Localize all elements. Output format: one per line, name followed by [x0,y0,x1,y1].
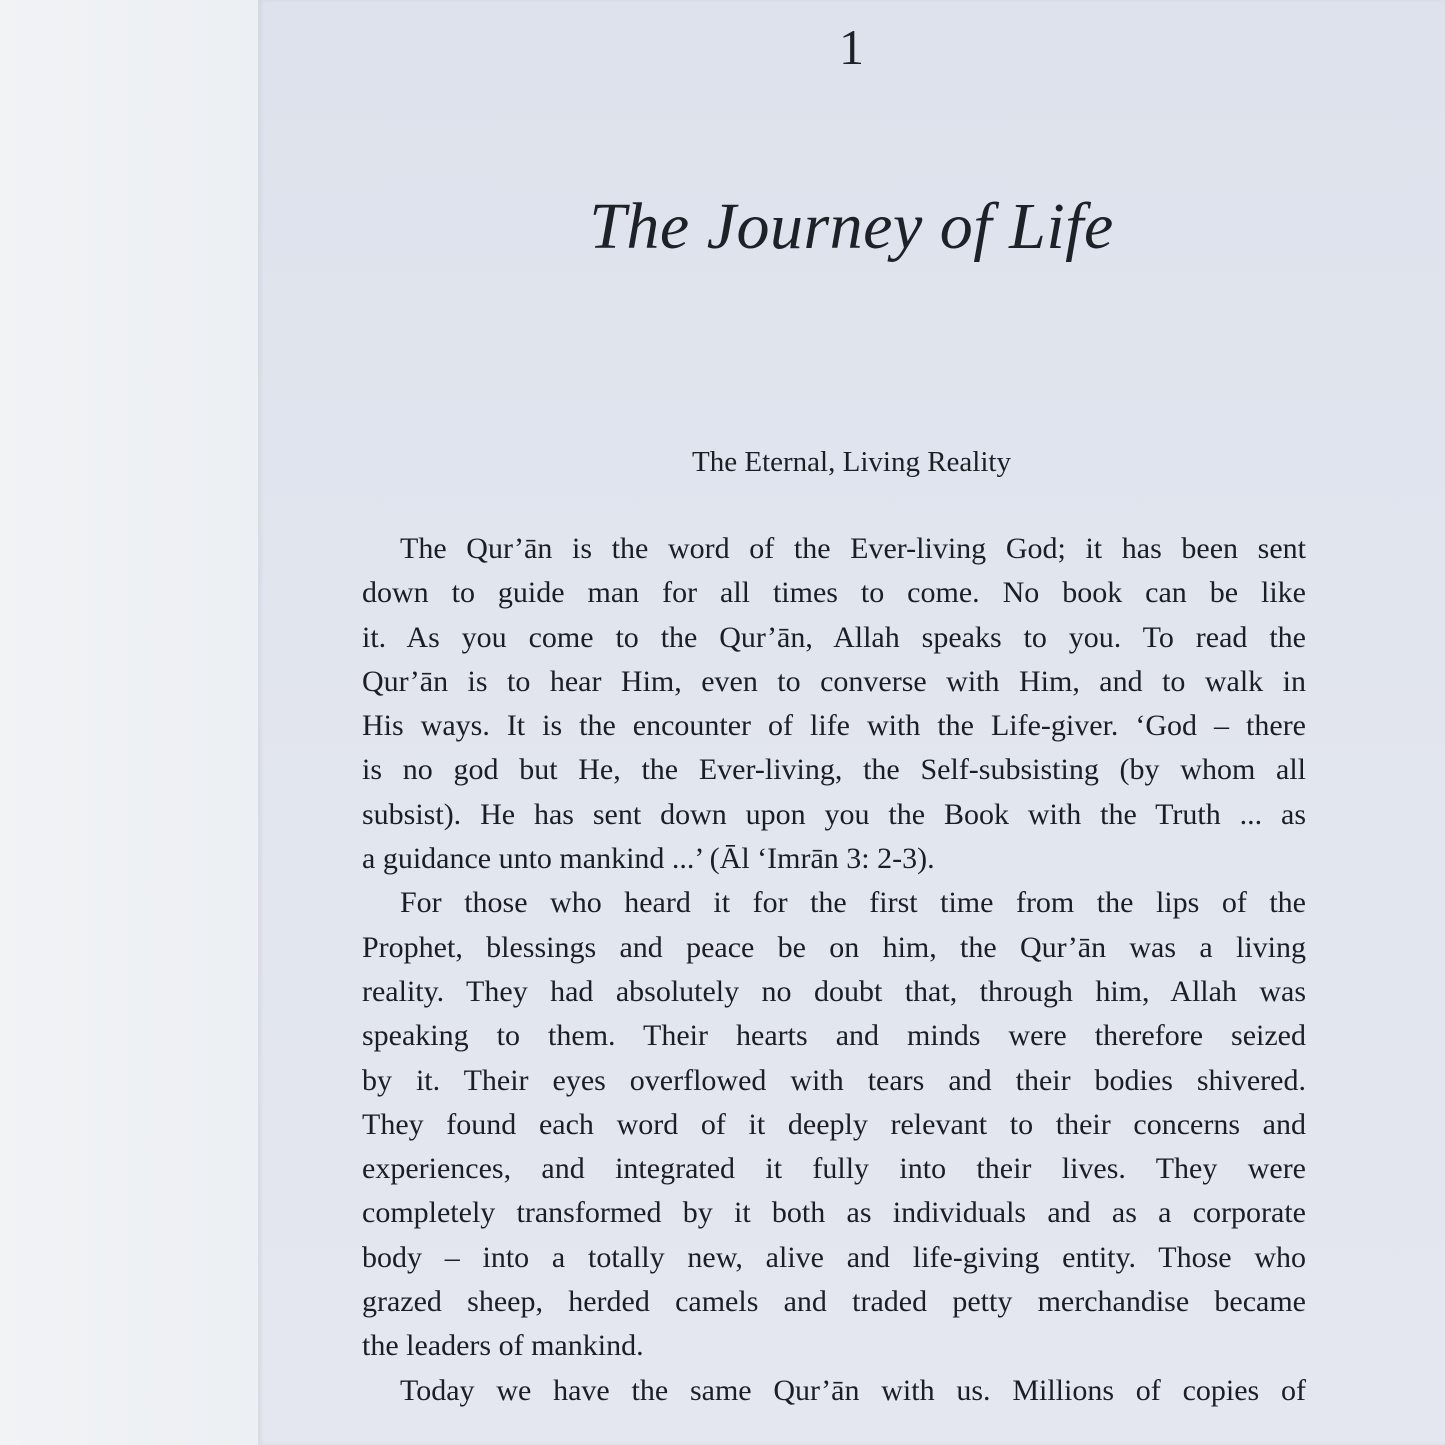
text-line: the leaders of mankind. [362,1329,644,1363]
text-line: reality. They had absolutely no doubt that, through him, Allah was [362,974,1306,1008]
text-line: body – into a totally new, alive and life-giving entity. Those who [362,1240,1306,1274]
text-line: is no god but He, the Ever-living, the Self-subsisting (by whom all [362,753,1306,787]
paragraph-2 [362,881,1306,1368]
paragraph-3 [362,1369,1306,1413]
text-line: For those who heard it for the first time from the lips of the [400,886,1306,920]
book-page [258,0,1445,1445]
text-line: by it. Their eyes overflowed with tears and their bodies shivered. [362,1063,1306,1097]
text-line: Today we have the same Qur’ān with us. Millions of copies of [400,1373,1306,1407]
text-line: subsist). He has sent down upon you the Book with the Truth ... as [362,797,1306,831]
text-line: completely transformed by it both as individuals and as a corporate [362,1196,1306,1230]
text-line: grazed sheep, herded camels and traded petty merchandise became [362,1285,1306,1319]
chapter-number: 1 [839,19,864,75]
text-line: His ways. It is the encounter of life with the Life-giver. ‘God – there [362,709,1306,743]
chapter-title: The Journey of Life [589,190,1114,263]
section-heading: The Eternal, Living Reality [692,446,1011,478]
background-surface [0,0,258,1445]
text-line: The Qur’ān is the word of the Ever-living God; it has been sent [400,532,1306,565]
body-text [362,527,1306,1413]
text-line: Prophet, blessings and peace be on him, the Qur’ān was a living [362,930,1306,964]
text-line: Qur’ān is to hear Him, even to converse with Him, and to walk in [362,664,1306,698]
paragraph-1 [362,527,1306,881]
text-line: it. As you come to the Qur’ān, Allah speaks to you. To read the [362,620,1306,654]
text-line: experiences, and integrated it fully into their lives. They were [362,1152,1306,1186]
text-line: down to guide man for all times to come. No book can be like [362,576,1306,610]
text-line: speaking to them. Their hearts and minds were therefore seized [362,1019,1306,1053]
text-line: They found each word of it deeply relevant to their concerns and [362,1107,1306,1141]
text-line: a guidance unto mankind ...’ (Āl ‘Imrān 3: 2-3). [362,842,935,876]
